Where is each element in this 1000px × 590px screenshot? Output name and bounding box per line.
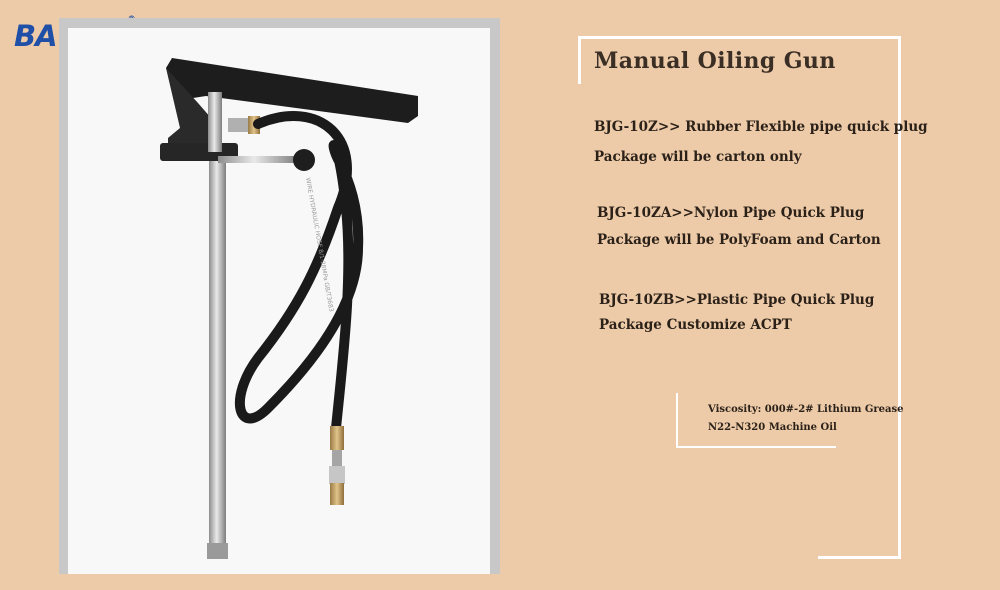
product-title: Manual Oiling Gun — [594, 48, 836, 74]
model-3-line-1: BJG-10ZB>>Plastic Pipe Quick Plug — [599, 292, 875, 308]
viscosity-line-2: N22-N320 Machine Oil — [708, 422, 837, 433]
viscosity-box-left-border — [676, 393, 678, 448]
model-3-line-2: Package Customize ACPT — [599, 317, 792, 333]
model-2-line-1: BJG-10ZA>>Nylon Pipe Quick Plug — [597, 205, 865, 221]
viscosity-line-1: Viscosity: 000#-2# Lithium Grease — [708, 404, 904, 415]
panel-right-border — [898, 36, 901, 559]
panel-left-border — [578, 36, 581, 84]
suction-tube — [209, 148, 226, 558]
model-1-line-1: BJG-10Z>> Rubber Flexible pipe quick plug — [594, 119, 928, 135]
panel-bottom-border — [818, 556, 901, 559]
panel-top-border — [578, 36, 901, 39]
model-2-line-2: Package will be PolyFoam and Carton — [597, 232, 881, 248]
oiling-gun-illustration — [68, 28, 490, 574]
viscosity-box-bottom-border — [676, 446, 836, 448]
product-photo — [68, 28, 490, 574]
product-photo-frame — [59, 18, 500, 574]
hose-print-text: WIRE HYDRAULIC HOSE 8/1-28MPa GB/T3683 — [304, 177, 335, 313]
logo-text-left: BA — [14, 19, 57, 53]
model-1-line-2: Package will be carton only — [594, 149, 802, 165]
